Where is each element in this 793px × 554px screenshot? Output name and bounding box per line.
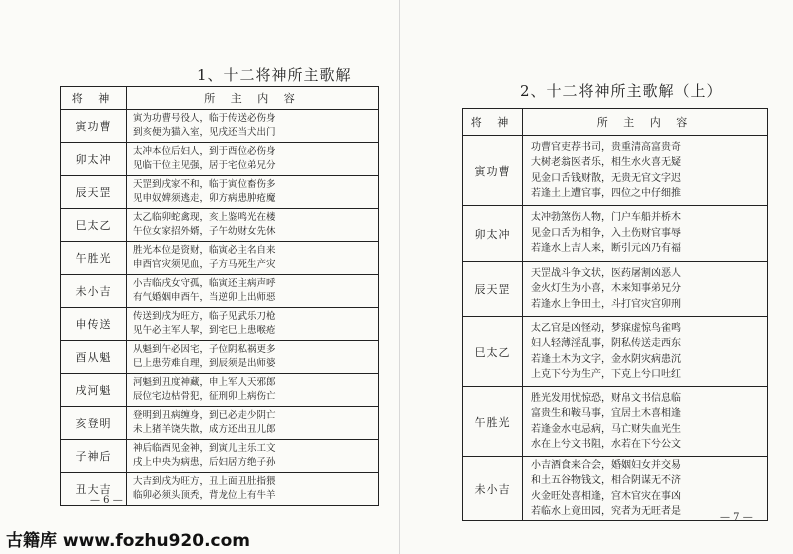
verse-line: 太乙官是凶怪动，梦寐虚惊鸟雀鸣 bbox=[531, 322, 681, 334]
verse-line: 若逢土上遭官事，四位之中仔细推 bbox=[531, 188, 681, 199]
verse-line: 河魁到丑度神藏，申上军人天邪郎 bbox=[133, 377, 276, 388]
right-header-content: 所 主 内 容 bbox=[523, 109, 768, 136]
verse-line: 胜光本位是资财，临寅必主名自来 bbox=[133, 245, 276, 256]
verse-line: 见金口舌钱财散，无贵无官文字迟 bbox=[531, 172, 681, 184]
verse-line: 大树老翁医者乐，相生水火喜无疑 bbox=[531, 157, 681, 168]
table-row bbox=[61, 176, 379, 209]
table-row bbox=[463, 262, 768, 317]
verse-cell bbox=[127, 209, 379, 242]
left-header-name: 将 神 bbox=[61, 87, 127, 110]
verse-cell bbox=[523, 262, 768, 317]
verse-line: 见金口舌为相争，入土伤财官事辱 bbox=[531, 227, 681, 239]
table-row bbox=[61, 440, 379, 473]
right-page bbox=[400, 0, 793, 554]
verse-line: 午位女家招外婿，子午幼财女先休 bbox=[133, 226, 276, 237]
general-name: 子神后 bbox=[61, 440, 127, 473]
table-row bbox=[463, 457, 768, 521]
verse-line: 登明到丑病缠身，到已必走少阴亡 bbox=[133, 410, 276, 421]
verse-line: 从魁到午必因宅，子位阴私祸更多 bbox=[133, 344, 276, 355]
verse-line: 和土五谷物钱文，相合阴谋无不济 bbox=[531, 475, 681, 486]
verse-line: 到亥便为猫入室，见戌还当犬出门 bbox=[133, 127, 276, 138]
verse-line: 未上猪羊饶失散，成方还出丑儿郎 bbox=[133, 424, 276, 435]
verse-line: 若临水上竟田园，究者为无旺者是 bbox=[531, 506, 681, 517]
table-row bbox=[61, 242, 379, 275]
verse-line: 富贵生和鞍马事，宜居土木喜相逢 bbox=[531, 408, 681, 419]
verse-cell bbox=[127, 110, 379, 143]
verse-line: 大吉到戌为旺方，丑上面丑肚指猥 bbox=[133, 476, 276, 487]
verse-cell bbox=[127, 440, 379, 473]
verse-cell bbox=[523, 387, 768, 457]
verse-cell bbox=[127, 275, 379, 308]
verse-line: 见申奴婢须逃走，卯方病患肿疮魔 bbox=[133, 193, 276, 204]
verse-cell bbox=[127, 143, 379, 176]
general-name: 辰天罡 bbox=[61, 176, 127, 209]
verse-cell bbox=[127, 176, 379, 209]
table-row bbox=[61, 407, 379, 440]
right-page-number: — 7 — bbox=[720, 512, 753, 523]
site-watermark bbox=[6, 526, 250, 551]
verse-line: 妇人轻薄淫乱事，阴私传送走西东 bbox=[531, 338, 681, 349]
verse-line: 太冲勃煞伤人物，门户车船并桥木 bbox=[531, 212, 681, 224]
table-row bbox=[463, 387, 768, 457]
general-name: 申传送 bbox=[61, 308, 127, 341]
verse-line: 寅为功曹号役人，临于传送必伤身 bbox=[133, 113, 276, 124]
table-row bbox=[61, 308, 379, 341]
table-row bbox=[463, 136, 768, 206]
right-page-title: 2、十二将神所主歌解（上） bbox=[520, 82, 723, 100]
verse-line: 天罡战斗争文状，医药屠割凶恶人 bbox=[531, 267, 681, 279]
verse-line: 神后临酉见金神，到寅儿主乐工文 bbox=[133, 443, 276, 454]
verse-line: 若逢金水屯忌病，马亡财失血光生 bbox=[531, 423, 681, 435]
verse-cell bbox=[127, 242, 379, 275]
general-name: 丑大吉 bbox=[61, 473, 127, 506]
verse-line: 天罡到戌家不和，临于寅位畜伤多 bbox=[133, 179, 276, 190]
verse-line: 水在上兮文书阻，水若在下兮公文 bbox=[531, 439, 681, 450]
general-name: 寅功曹 bbox=[463, 136, 523, 206]
verse-line: 戌上中央为病患，后妇居方绝子孙 bbox=[133, 457, 276, 468]
verse-line: 巳上患劳难自理，到辰须是出师婆 bbox=[133, 358, 276, 369]
general-name: 午胜光 bbox=[61, 242, 127, 275]
table-row bbox=[463, 206, 768, 262]
verse-cell bbox=[127, 374, 379, 407]
general-name: 酉从魁 bbox=[61, 341, 127, 374]
general-name: 卯太冲 bbox=[463, 206, 523, 262]
general-name: 未小吉 bbox=[463, 457, 523, 521]
verse-cell bbox=[127, 341, 379, 374]
watermark-brand: 古籍库 bbox=[6, 531, 57, 551]
verse-line: 太冲本位后妇人，到于酉位必伤身 bbox=[133, 146, 276, 157]
verse-line: 若逢土木为文字，金水阴灾病患沉 bbox=[531, 353, 681, 365]
watermark-url: www.fozhu920.com bbox=[62, 531, 250, 551]
verse-cell bbox=[523, 206, 768, 262]
verse-line: 上克下兮为生产，下克上兮口吐红 bbox=[531, 369, 681, 380]
left-table bbox=[60, 86, 379, 506]
verse-line: 辰位宅边枯骨犯，征刑卯上病伤亡 bbox=[133, 391, 276, 402]
general-name: 未小吉 bbox=[61, 275, 127, 308]
right-table bbox=[462, 108, 768, 521]
verse-cell bbox=[127, 407, 379, 440]
verse-cell bbox=[523, 136, 768, 206]
verse-line: 金火灯生为小喜，木来知事弟兄分 bbox=[531, 283, 681, 295]
general-name: 巳太乙 bbox=[61, 209, 127, 242]
verse-line: 太乙临卯蛇禽现，亥上鉴鸣光在楼 bbox=[133, 212, 276, 223]
general-name: 午胜光 bbox=[463, 387, 523, 457]
verse-line: 有气婚姻申酉午，当逆卯上出师惡 bbox=[133, 292, 276, 303]
table-row bbox=[61, 110, 379, 143]
table-row bbox=[463, 317, 768, 387]
general-name: 巳太乙 bbox=[463, 317, 523, 387]
table-row bbox=[61, 275, 379, 308]
verse-line: 见临干位主见强，居于宅位弟兄分 bbox=[133, 160, 276, 171]
table-row bbox=[61, 374, 379, 407]
verse-line: 传送到戌为旺方，临子见武乐刀枪 bbox=[133, 311, 276, 322]
verse-line: 若逢水上争田土，斗打官灾宫卯刑 bbox=[531, 298, 681, 310]
verse-line: 小吉酒食来合会，婚姻妇女并交易 bbox=[531, 459, 681, 471]
general-name: 戌河魁 bbox=[61, 374, 127, 407]
verse-line: 火金旺处喜相逢，宫木官灾在事凶 bbox=[531, 490, 681, 502]
verse-line: 见午必主军人挈，到宅巳上患喉疮 bbox=[133, 325, 276, 336]
verse-line: 小吉临戌女守孤，临寅还主病声呼 bbox=[133, 278, 276, 289]
general-name: 亥登明 bbox=[61, 407, 127, 440]
verse-line: 申酉官灾须见血，子方马死生产灾 bbox=[133, 259, 276, 270]
left-page-number: — 6 — bbox=[90, 495, 123, 506]
general-name: 卯太冲 bbox=[61, 143, 127, 176]
table-row bbox=[61, 341, 379, 374]
verse-line: 胜光发用忧惊恐，财帛文书信息临 bbox=[531, 392, 681, 404]
left-header-content: 所 主 内 容 bbox=[127, 87, 379, 110]
verse-cell bbox=[127, 473, 379, 506]
left-page-title: 1、十二将神所主歌解 bbox=[197, 66, 352, 84]
verse-cell bbox=[523, 457, 768, 521]
verse-cell bbox=[523, 317, 768, 387]
table-row bbox=[61, 143, 379, 176]
verse-cell bbox=[127, 308, 379, 341]
verse-line: 功曹官吏荐书司，贵重清高富贵奇 bbox=[531, 141, 681, 153]
general-name: 辰天罡 bbox=[463, 262, 523, 317]
verse-line: 临卯必须头顶秃，背龙位上有牛羊 bbox=[133, 490, 276, 501]
general-name: 寅功曹 bbox=[61, 110, 127, 143]
right-header-name: 将 神 bbox=[463, 109, 523, 136]
table-row bbox=[61, 209, 379, 242]
verse-line: 若逢水上吉人来，断引元凶乃有福 bbox=[531, 243, 681, 255]
